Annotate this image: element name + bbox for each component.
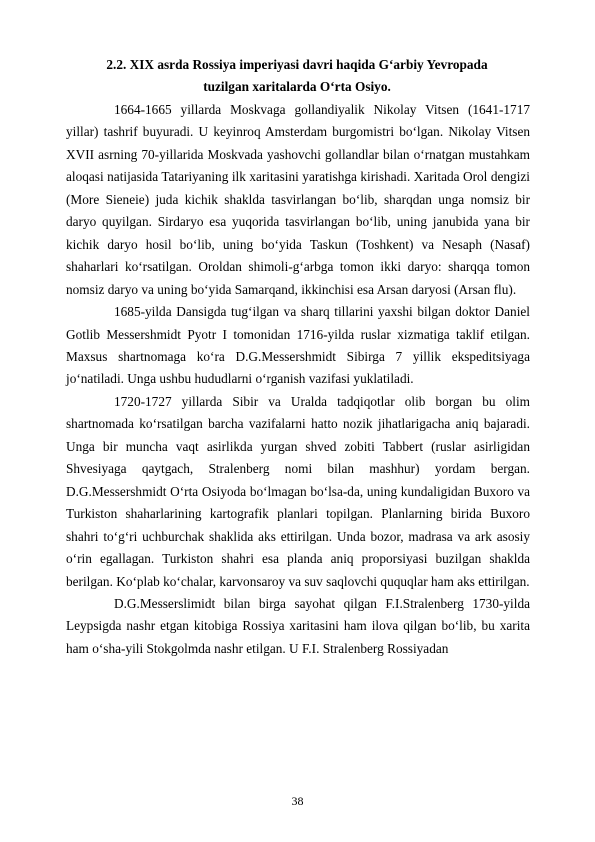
- paragraph: 1664-1665 yillarda Moskvaga gollandiyalik Nikolay Vitsen (1641-1717 yillar) tashrif buyuradi. U keyinroq Amsterdam burgomistri bo‘lgan. Nikolay Vitsen XVII asrning 70-yillarida Moskvada yashovchi gollandlar bilan o‘rnatgan mustahkam aloqasi natijasida Tatariyaning ilk xaritasini yaratishga kirishadi. Xaritada Orol dengizi (More Sieneie) juda kichik shaklda tasvirlangan bo‘lib, sharqdan unga nomsiz bir daryo quyilgan. Sirdaryo esa yuqorida tasvirlangan bo‘lib, uning janubida yana bir kichik daryo hosil bo‘lib, uning bo‘yida Taskun (Toshkent) va Nesaph (Nasaf) shaharlari ko‘rsatilgan. Oroldan shimoli-g‘arbga tomon ikki daryo: sharqqa tomon nomsiz daryo va uning bo‘yida Samarqand, ikkinchisi esa Arsan daryosi (Arsan flu).: [66, 102, 530, 297]
- paragraph: 1685-yilda Dansigda tug‘ilgan va sharq tillarini yaxshi bilgan doktor Daniel Gotlib Messershmidt Pyotr I tomonidan 1716-yilda ruslar xizmatiga taklif etilgan. Maxsus shartnomaga ko‘ra D.G.Messershmidt Sibirga 7 yillik ekspeditsiyaga jo‘natiladi. Unga ushbu hududlarni o‘rganish vazifasi yuklatiladi.: [66, 304, 530, 387]
- paragraph: 1720-1727 yillarda Sibir va Uralda tadqiqotlar olib borgan bu olim shartnomada ko‘rsatilgan barcha vazifalarni hatto nozik jihatlarigacha aniq bajaradi. Unga bir muncha vaqt asirlikda yurgan shved zobiti Tabbert (ruslar asirligidan Shvesiyaga qaytgach, Stralenberg nomi bilan mashhur) yordam bergan. D.G.Messershmidt O‘rta Osiyoda bo‘lmagan bo‘lsa-da, uning kundaligidan Buxoro va Turkiston shaharlarining kartografik planlari topilgan. Planlarning birida Buxoro shahri to‘g‘ri uchburchak shaklida aks ettirilgan. Unda bozor, madrasa va ark asosiy o‘rin egallagan. Turkiston shahri esa planda aniq proporsiyasi buzilgan shaklda berilgan. Ko‘plab ko‘chalar, karvonsaroy va suv saqlovchi ququqlar ham aks ettirilgan.: [66, 393, 530, 589]
- body-text: [66, 99, 530, 660]
- page-number: 38: [291, 794, 304, 808]
- section-heading: [66, 54, 528, 99]
- section-heading-line-2: tuzilgan xaritalarda O‘rta Osiyo.: [203, 79, 391, 95]
- section-heading-line-1: 2.2. XIX asrda Rossiya imperiyasi davri haqida G‘arbiy Yevropada: [106, 57, 488, 72]
- paragraph: D.G.Messerslimidt bilan birga sayohat qilgan F.I.Stralenberg 1730-yilda Leypsigda nashr etgan kitobiga Rossiya xaritasini ham ilova qilgan bo‘lib, bu xarita ham o‘sha-yili Stokgolmda nashr etilgan. U F.I. Stralenberg Rossiyadan: [66, 595, 530, 656]
